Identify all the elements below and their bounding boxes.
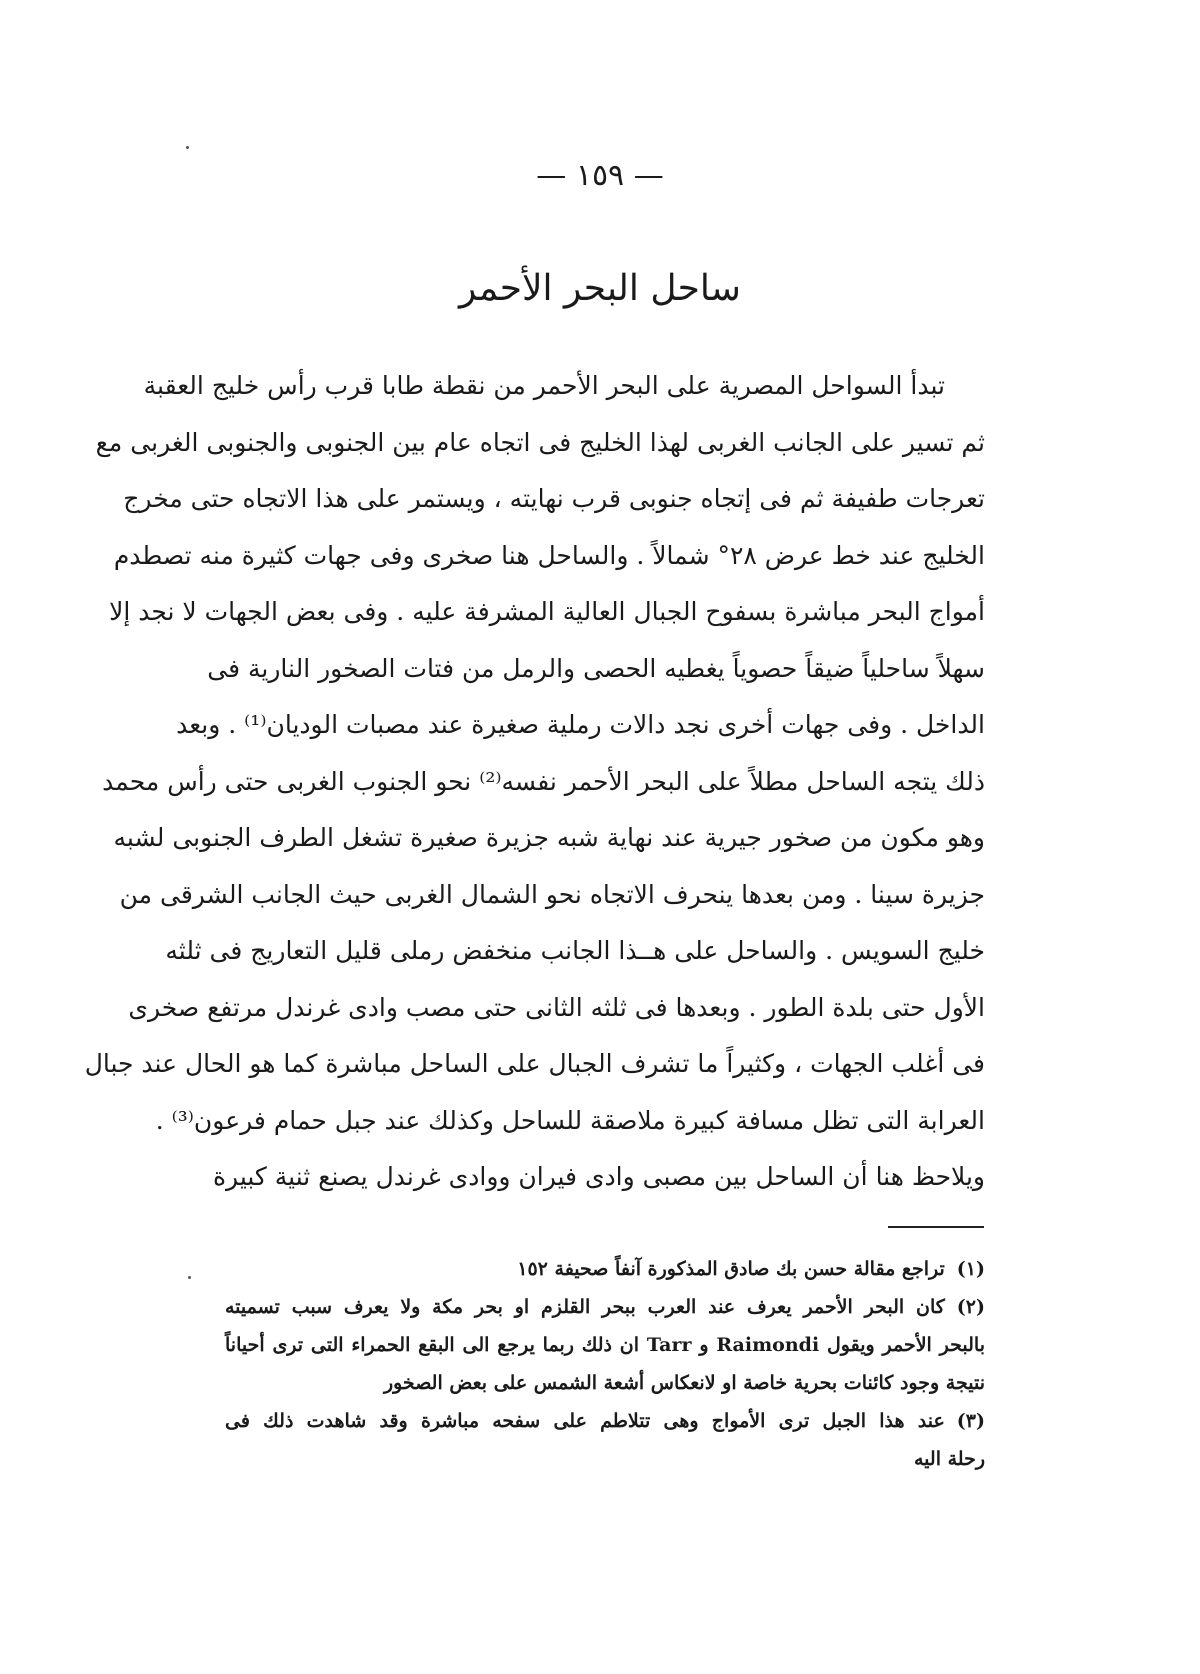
body-line: وهو مكون من صخور جيرية عند نهاية شبه جزيرة صغيرة تشغل الطرف الجنوبى لشبه [113, 823, 985, 852]
footnote-text: كان البحر الأحمر يعرف عند العرب ببحر القلزم او بحر مكة ولا يعرف سبب تسميته [225, 1296, 945, 1318]
body-line: العرابة التى تظل مسافة كبيرة ملاصقة للساحل وكذلك عند جبل حمام فرعون⁽³⁾ . [155, 1105, 985, 1135]
footnote-text: عند هذا الجبل ترى الأمواج وهى تتلاطم على سفحه مباشرة وقد شاهدت ذلك فى [225, 1410, 945, 1432]
footnote-1 [225, 1250, 985, 1288]
scan-speck [188, 1276, 191, 1279]
body-line: الداخل . وفى جهات أخرى نجد دالات رملية صغيرة عند مصبات الوديان⁽¹⁾ . وبعد [176, 710, 985, 739]
body-line: سهلاً ساحلياً ضيقاً حصوياً يغطيه الحصى والرمل من فتات الصخور النارية فى [207, 653, 985, 683]
footnote-number: (٣) [956, 1410, 985, 1432]
footnote-2-line-2: بالبحر الأحمر ويقول Raimondi و Tarr ان ذلك ربما يرجع الى البقع الحمراء التى ترى أحياناً [225, 1334, 986, 1356]
footnote-3-line-2: رحلة اليه [914, 1448, 985, 1470]
body-line: ويلاحظ هنا أن الساحل بين مصبى وادى فيران ووادى غرندل يصنع ثنية كبيرة [212, 1162, 985, 1191]
footnote-number: (٢) [956, 1296, 985, 1318]
footnotes [225, 1250, 985, 1478]
footnote-separator [888, 1226, 984, 1228]
body-line: فى أغلب الجهات ، وكثيراً ما تشرف الجبال على الساحل مباشرة كما هو الحال عند جبال [84, 1049, 985, 1078]
body-line: أمواج البحر مباشرة بسفوح الجبال العالية المشرفة عليه . وفى بعض الجهات لا نجد إلا [109, 597, 985, 626]
body-line: ثم تسير على الجانب الغربى لهذا الخليج فى اتجاه عام بين الجنوبى والجنوبى الغربى مع [95, 427, 985, 457]
body-line: تبدأ السواحل المصرية على البحر الأحمر من نقطة طابا قرب رأس خليج العقبة [143, 371, 945, 400]
footnote-number: (١) [956, 1258, 985, 1280]
body-line: ذلك يتجه الساحل مطلاً على البحر الأحمر نفسه⁽²⁾ نحو الجنوب الغربى حتى رأس محمد [102, 766, 985, 796]
body-line: الخليج عند خط عرض ٢٨° شمالاً . والساحل هنا صخرى وفى جهات كثيرة منه تصطدم [113, 540, 985, 570]
footnote-2 [225, 1288, 985, 1326]
footnote-2-line-3: نتيجة وجود كائنات بحرية خاصة او لانعكاس أشعة الشمس على بعض الصخور [383, 1372, 985, 1394]
page-number: — ١٥٩ — [536, 158, 664, 193]
body-line: خليج السويس . والساحل على هــذا الجانب منخفض رملى قليل التعاريج فى ثلثه [165, 936, 985, 965]
page-title: ساحل البحر الأحمر [459, 268, 741, 309]
body-line: الأول حتى بلدة الطور . وبعدها فى ثلثه الثانى حتى مصب وادى غرندل مرتفع صخرى [128, 992, 985, 1022]
body-line: جزيرة سينا . ومن بعدها ينحرف الاتجاه نحو الشمال الغربى حيث الجانب الشرقى من [119, 879, 985, 909]
body-paragraph [84, 358, 985, 1206]
footnote-text: تراجع مقالة حسن بك صادق المذكورة آنفاً صحيفة ١٥٢ [517, 1258, 945, 1280]
scan-speck [186, 146, 189, 149]
body-line: تعرجات طفيفة ثم فى إتجاه جنوبى قرب نهايته ، ويستمر على هذا الاتجاه حتى مخرج [123, 484, 985, 513]
footnote-3 [225, 1402, 985, 1440]
